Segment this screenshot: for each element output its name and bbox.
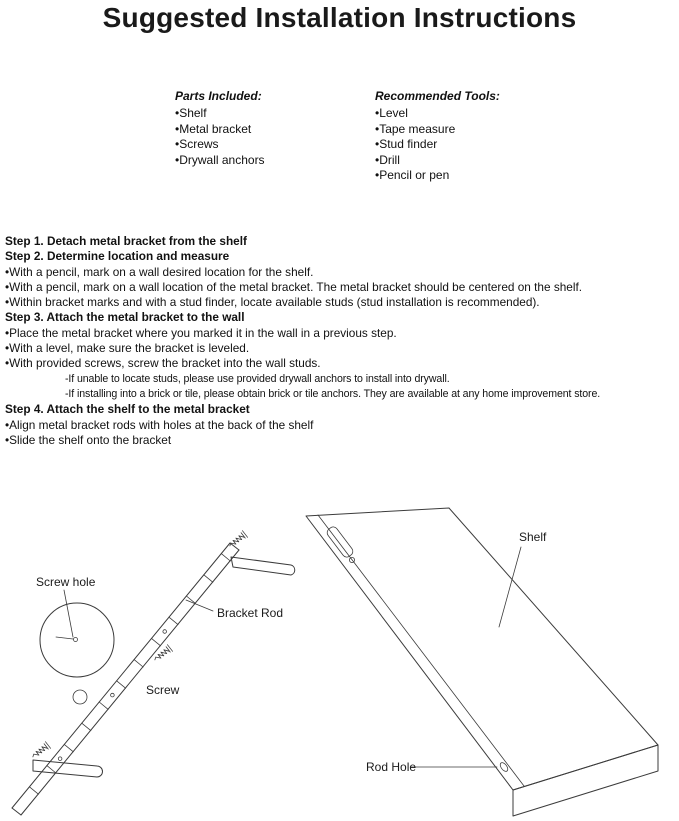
step-subnote: -If installing into a brick or tile, please obtain brick or tile anchors. They are available at any home improvement store. xyxy=(65,387,601,400)
parts-item: •Screws xyxy=(175,137,219,151)
step-heading: Step 2. Determine location and measure xyxy=(5,249,230,264)
bracket-rod-bottom-drawing xyxy=(33,760,103,777)
screw-hole-magnifier xyxy=(40,603,114,704)
parts-included-list xyxy=(175,88,365,168)
step-bullet: •Place the metal bracket where you marked it in the wall in a previous step. xyxy=(5,325,397,340)
bracket-rod-label: Bracket Rod xyxy=(217,606,284,620)
tools-item: •Tape measure xyxy=(375,121,456,136)
step-bullet: •With provided screws, screw the bracket into the wall studs. xyxy=(5,356,321,371)
tools-item: •Level xyxy=(375,106,408,120)
shelf-leader-line xyxy=(499,547,521,627)
tools-heading: Recommended Tools: xyxy=(375,89,500,103)
screw-hole-label: Screw hole xyxy=(36,575,96,589)
parts-item: •Drywall anchors xyxy=(175,152,265,167)
page-title: Suggested Installation Instructions xyxy=(102,2,577,33)
shelf-drawing xyxy=(306,508,658,816)
screw-hole-leader-line xyxy=(64,590,73,637)
recommended-tools-list xyxy=(375,88,565,184)
step-bullet: •Slide the shelf onto the bracket xyxy=(5,432,172,447)
installation-diagram xyxy=(0,490,679,821)
step-heading: Step 3. Attach the metal bracket to the wall xyxy=(5,310,245,325)
parts-item: •Metal bracket xyxy=(175,121,252,136)
screw-drawing xyxy=(152,645,172,663)
rod-hole-label: Rod Hole xyxy=(366,760,417,774)
steps-section xyxy=(5,234,677,448)
step-bullet: •Align metal bracket rods with holes at the back of the shelf xyxy=(5,417,314,432)
screw-drawing xyxy=(227,531,247,549)
step-heading: Step 4. Attach the shelf to the metal bracket xyxy=(5,402,250,417)
screw-label: Screw xyxy=(146,683,180,697)
bracket-rod-top-drawing xyxy=(231,557,295,575)
step-bullet: •With a pencil, mark on a wall location of the metal bracket. The metal bracket should be centered on the shelf. xyxy=(5,279,583,294)
tools-item: •Pencil or pen xyxy=(375,168,450,182)
screw-drawing xyxy=(30,742,50,760)
parts-item: •Shelf xyxy=(175,106,207,120)
shelf-label: Shelf xyxy=(519,530,547,544)
parts-heading: Parts Included: xyxy=(175,89,262,103)
step-bullet: •With a level, make sure the bracket is leveled. xyxy=(5,341,250,356)
step-bullet: •With a pencil, mark on a wall desired location for the shelf. xyxy=(5,264,314,279)
step-bullet: •Within bracket marks and with a stud finder, locate available studs (stud installation is recommended). xyxy=(5,295,540,310)
rod-hole-drawing xyxy=(499,761,509,772)
step-subnote: -If unable to locate studs, please use provided drywall anchors to install into drywall. xyxy=(65,372,450,385)
tools-item: •Stud finder xyxy=(375,137,438,151)
step-heading: Step 1. Detach metal bracket from the shelf xyxy=(5,234,247,248)
tools-item: •Drill xyxy=(375,152,400,167)
